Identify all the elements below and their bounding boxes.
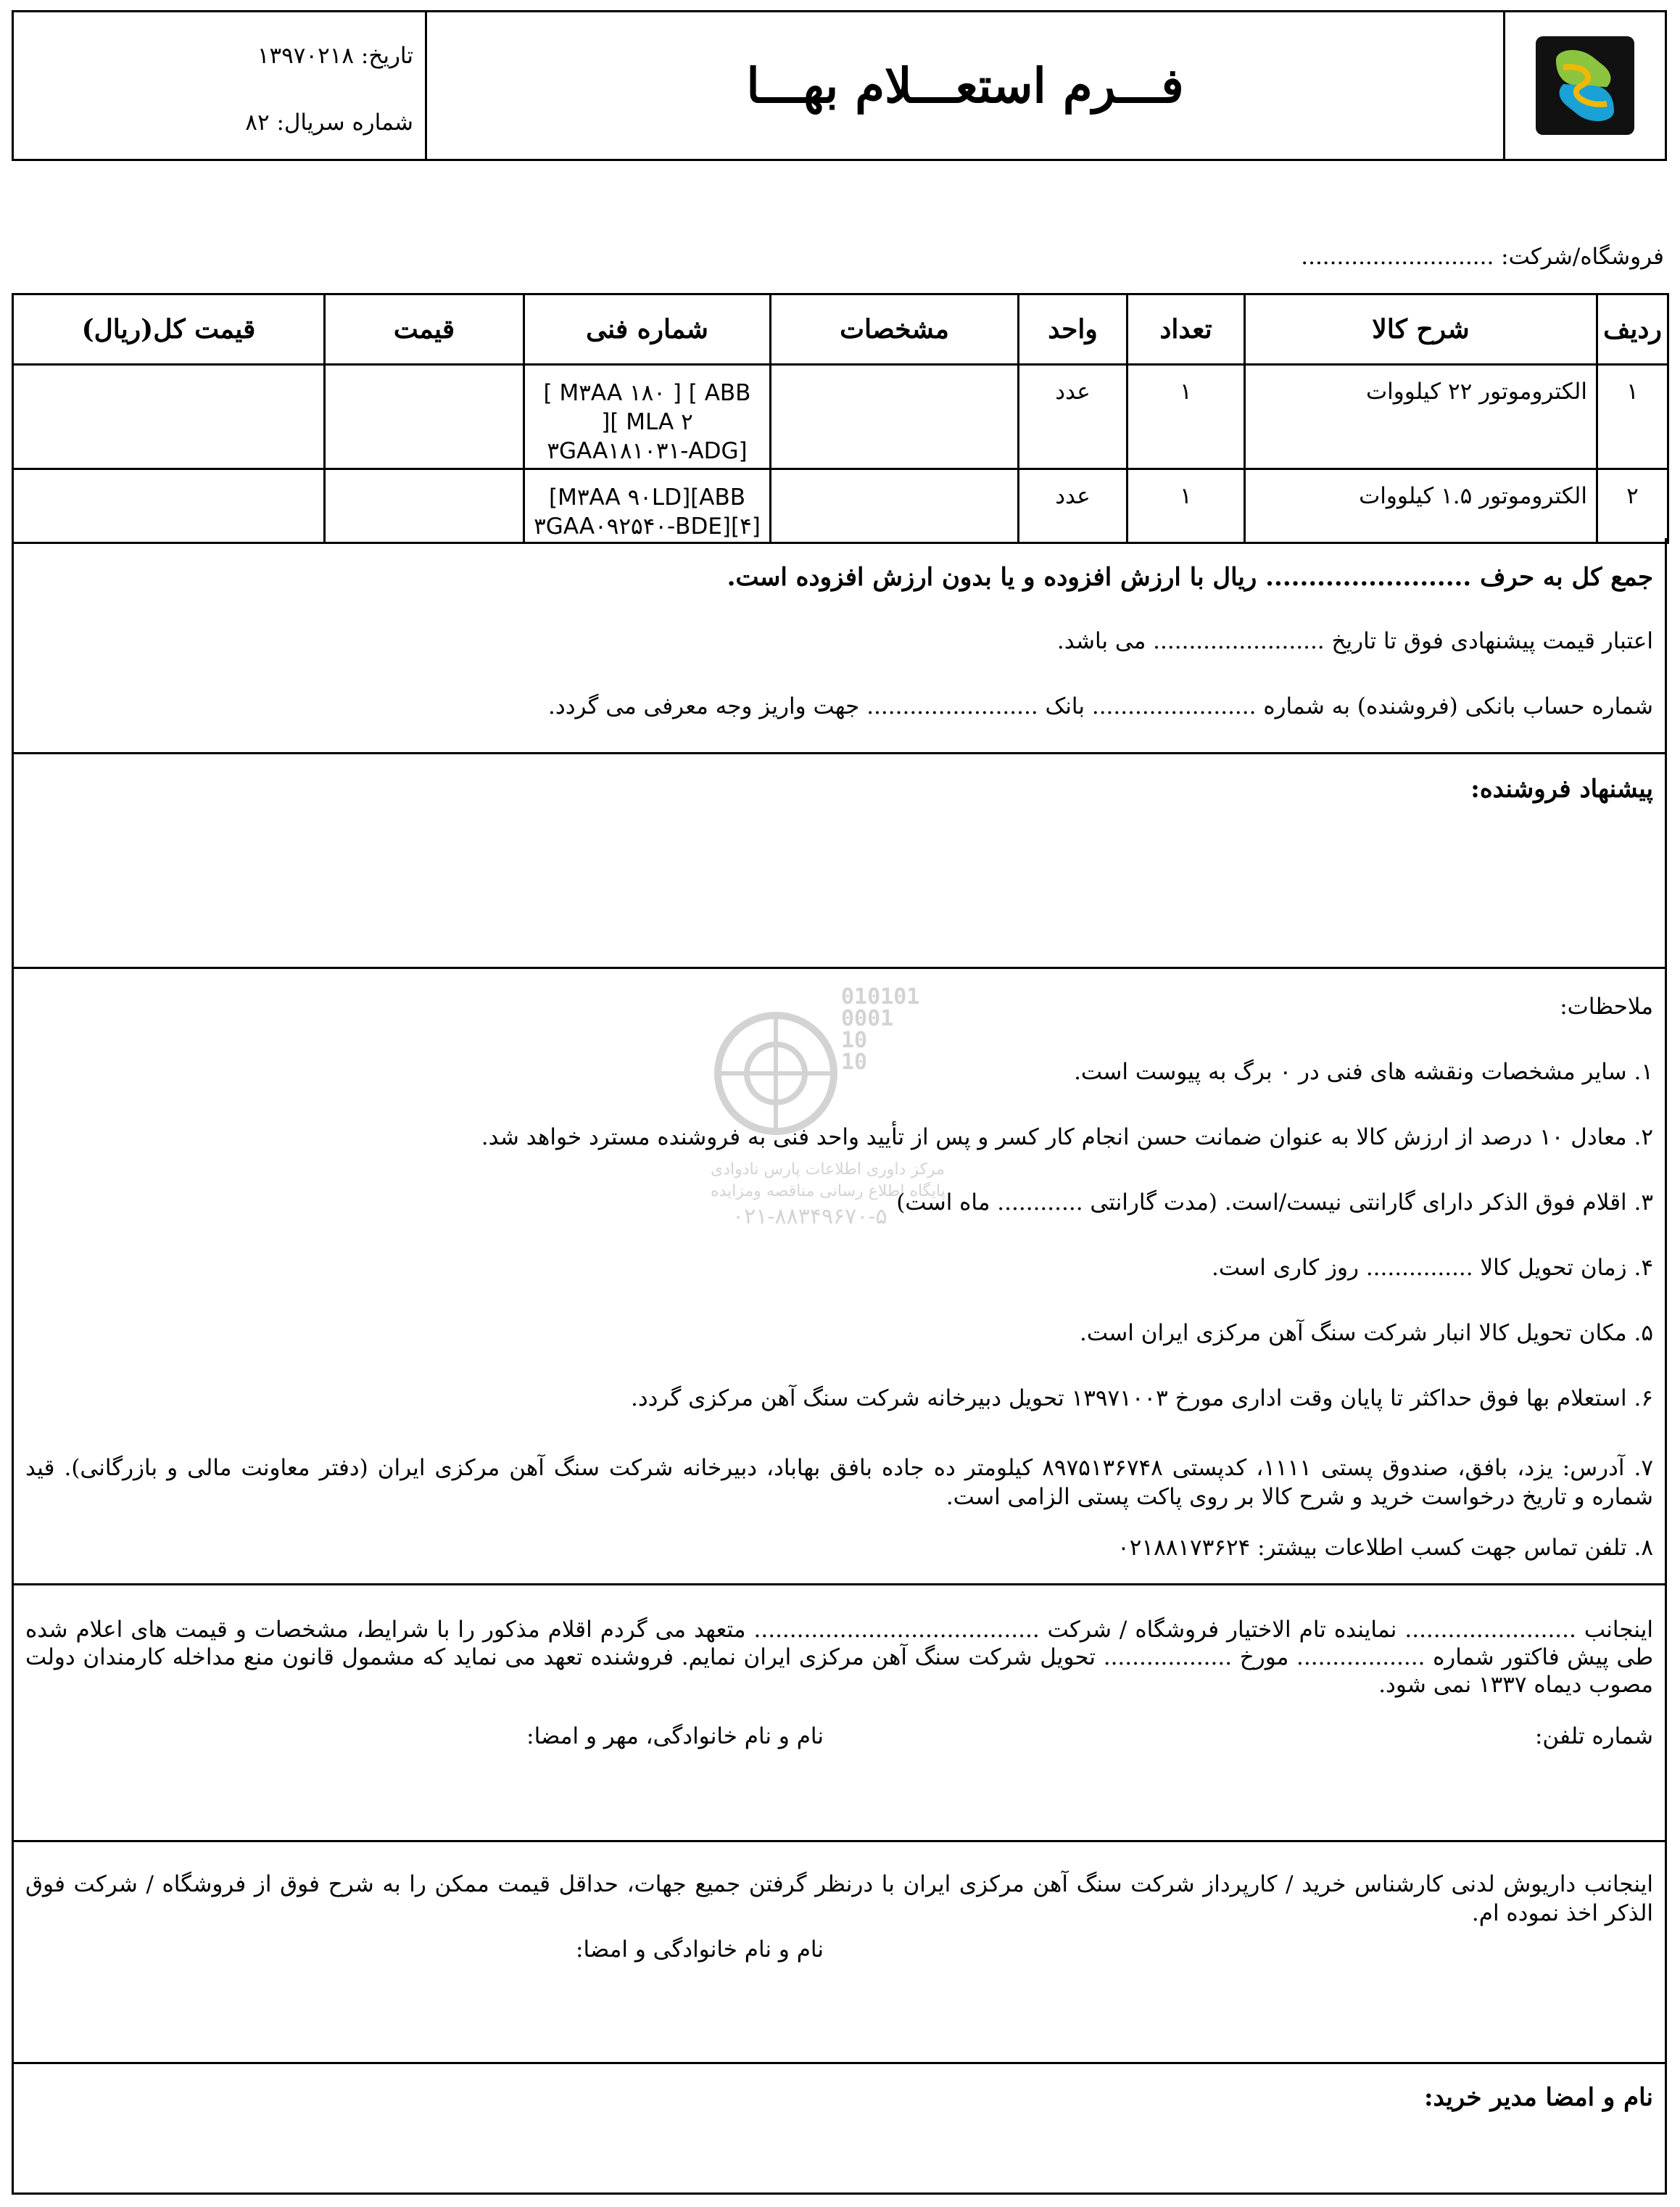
form-date: تاریخ: ۱۳۹۷۰۲۱۸ <box>257 43 413 69</box>
form-header <box>12 10 1667 161</box>
qty-cell: ۱ <box>1127 365 1245 469</box>
commitment-signature: نام و نام خانوادگی، مهر و امضا: <box>526 1723 824 1749</box>
col-header-row-no: ردیف <box>1597 294 1668 365</box>
tech-number-cell <box>524 365 771 469</box>
col-header-qty: تعداد <box>1127 294 1245 365</box>
items-table <box>12 293 1669 544</box>
note-item: ۵. مکان تحویل کالا انبار شرکت سنگ آهن مرکزی ایران است. <box>1080 1320 1653 1346</box>
description-cell: الکتروموتور ۱.۵ کیلووات <box>1245 469 1597 543</box>
tech-number-line: ][ MLA ۲ <box>601 409 693 435</box>
watermark <box>696 979 1001 1233</box>
row-no-cell: ۱ <box>1597 365 1668 469</box>
company-logo-icon <box>1534 35 1636 136</box>
table-row <box>13 469 1668 543</box>
col-header-specs: مشخصات <box>771 294 1019 365</box>
buyer-section <box>12 1842 1667 2064</box>
price-validity: اعتبار قیمت پیشنهادی فوق تا تاریخ ........................ می باشد. <box>1056 628 1653 654</box>
description-cell: الکتروموتور ۲۲ کیلووات <box>1245 365 1597 469</box>
form-serial: شماره سریال: ۸۲ <box>245 110 413 136</box>
qty-cell: ۱ <box>1127 469 1245 543</box>
specs-cell <box>771 365 1019 469</box>
watermark-line: پایگاه اطلاع رسانی مناقصه ومزایده <box>711 1182 945 1200</box>
header-meta <box>14 12 427 159</box>
watermark-seal-icon <box>696 994 856 1153</box>
tech-number-cell <box>524 469 771 543</box>
note-item: ۱. سایر مشخصات ونقشه های فنی در ۰ برگ به پیوست است. <box>1074 1059 1653 1085</box>
commitment-text: اینجانب ........................ نماینده تام الاختیار فروشگاه / شرکت ........................................ متعهد می گردم اقلام مذکور را با شرایط، مشخصات و قیمت های اعلام شده طی پیش فاکتور شماره .................. مورخ .................. تحویل شرکت سنگ آهن مرکزی ایران نمایم. فروشنده تعهد می نماید که مشمول قانون منع مداخله کارمندان دولت مصوب دیماه ۱۳۳۷ نمی شود. <box>25 1617 1653 1698</box>
unit-cell: عدد <box>1019 469 1127 543</box>
note-item: ۸. تلفن تماس جهت کسب اطلاعات بیشتر: ۰۲۱۸۸۱۷۳۶۲۴ <box>1117 1535 1653 1561</box>
specs-cell <box>771 469 1019 543</box>
seller-commitment-section <box>12 1585 1667 1842</box>
page-title: فـــرم استعـــلام بهـــا <box>746 57 1184 114</box>
header-logo-cell <box>1505 12 1665 159</box>
bank-account: شماره حساب بانکی (فروشنده) به شماره ....................... بانک ........................ جهت واریز وجه معرفی می گردد. <box>548 693 1653 719</box>
note-item: ۷. آدرس: یزد، بافق، صندوق پستی ۱۱۱۱، کدپستی ۸۹۷۵۱۳۶۷۴۸ کیلومتر ده جاده بافق بهاباد، دبیرخانه شرکت سنگ آهن مرکزی ایران (دفتر معاونت مالی و بازرگانی). قید شماره و تاریخ درخواست خرید و شرح کالا بر روی پاکت پستی الزامی است. <box>25 1455 1653 1510</box>
buyer-text: اینجانب داریوش لدنی کارشناس خرید / کارپرداز شرکت سنگ آهن مرکزی ایران با درنظر گرفتن جمیع جهات، حداقل قیمت ممکن را به شرح فوق از فروشگاه / شرکت فوق الذکر اخذ نموده ام. <box>25 1871 1654 1926</box>
col-header-price: قیمت <box>325 294 524 365</box>
note-item: ۲. معادل ۱۰ درصد از ارزش کالا به عنوان ضمانت حسن انجام کار کسر و پس از تأیید واحد فنی به فروشنده مسترد خواهد شد. <box>481 1124 1653 1150</box>
col-header-tech-no: شماره فنی <box>524 294 771 365</box>
commitment-phone: شماره تلفن: <box>1534 1723 1653 1749</box>
tech-number-line: [M۳AA ۹۰LD][ABB <box>549 484 745 511</box>
tech-number-line: [ M۳AA ۱۸۰ ] [ ABB <box>543 380 751 406</box>
note-item: ۳. اقلام فوق الذکر دارای گارانتی نیست/است. (مدت گارانتی ............ ماه است) <box>896 1189 1653 1216</box>
header-title-cell <box>427 12 1505 159</box>
total-cell <box>13 365 325 469</box>
watermark-phone: ۰۲۱-۸۸۳۴۹۶۷۰-۵ <box>732 1204 887 1229</box>
notes-title: ملاحظات: <box>1560 994 1653 1020</box>
price-cell <box>325 469 524 543</box>
tech-number-line: ۳GAA۰۹۲۵۴۰-BDE][۴] <box>534 513 761 540</box>
watermark-line: مرکز داوری اطلاعات پارس نادوادی <box>711 1160 945 1179</box>
sum-in-words: جمع کل به حرف ........................ ریال با ارزش افزوده و یا بدون ارزش افزوده است. <box>727 563 1653 592</box>
table-header-row <box>13 294 1668 365</box>
totals-section <box>12 538 1667 754</box>
seller-offer-label: پیشنهاد فروشنده: <box>1470 775 1653 804</box>
watermark-digits: 010101 0001 10 10 <box>841 984 920 1075</box>
price-cell <box>325 365 524 469</box>
manager-signature: نام و امضا مدیر خرید: <box>1423 2083 1653 2112</box>
buyer-signature: نام و نام خانوادگی و امضا: <box>576 1936 824 1963</box>
row-no-cell: ۲ <box>1597 469 1668 543</box>
col-header-total: قیمت کل(ریال) <box>13 294 325 365</box>
manager-section <box>12 2064 1667 2195</box>
total-cell <box>13 469 325 543</box>
seller-offer-section <box>12 754 1667 969</box>
col-header-unit: واحد <box>1019 294 1127 365</box>
table-row <box>13 365 1668 469</box>
note-item: ۴. زمان تحویل کالا ............... روز کاری است. <box>1212 1255 1653 1281</box>
unit-cell: عدد <box>1019 365 1127 469</box>
note-item: ۶. استعلام بها فوق حداکثر تا پایان وقت اداری مورخ ۱۳۹۷۱۰۰۳ تحویل دبیرخانه شرکت سنگ آهن مرکزی گردد. <box>631 1385 1653 1411</box>
col-header-description: شرح کالا <box>1245 294 1597 365</box>
shop-company-line: فروشگاه/شرکت: ........................... <box>1301 244 1664 270</box>
tech-number-line: ۳GAA۱۸۱۰۳۱-ADG] <box>547 438 748 464</box>
